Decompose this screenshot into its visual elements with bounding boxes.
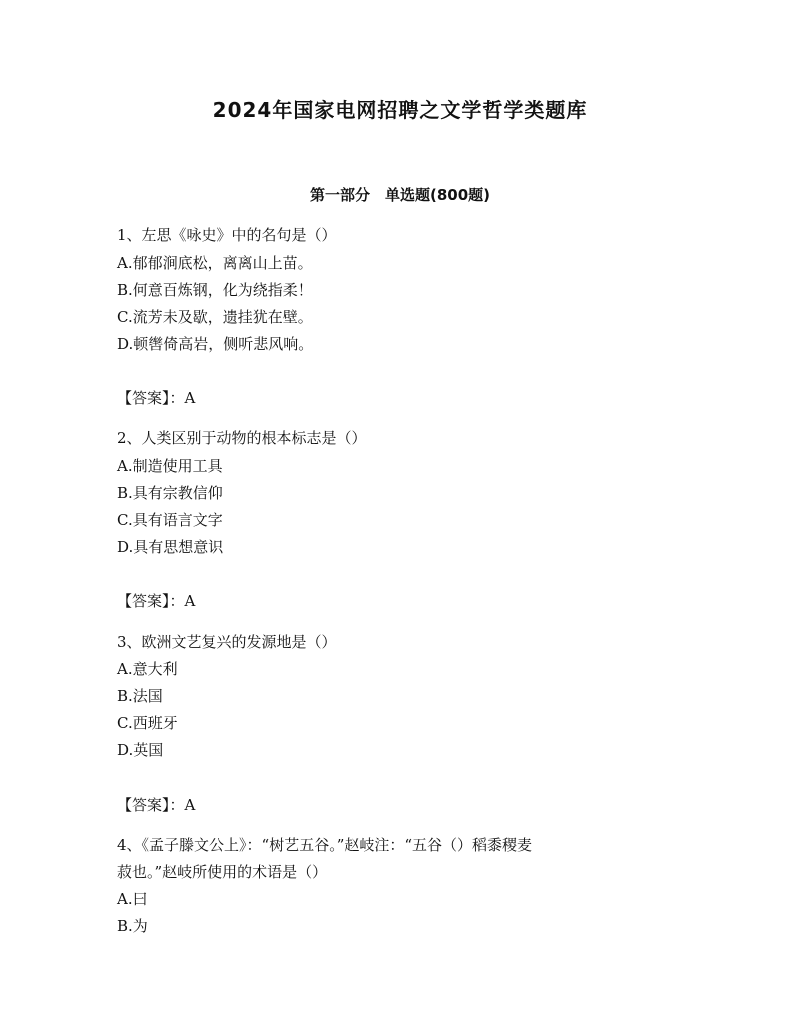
- question-1-option-b: B.何意百炼钢，化为绕指柔！: [117, 281, 313, 299]
- question-1-option-d: D.顿辔倚高岩，侧听悲风响。: [117, 335, 314, 353]
- question-2-option-c: C.具有语言文字: [117, 511, 223, 529]
- question-2-answer: 【答案】：A: [117, 592, 196, 610]
- question-3-stem: 3、欧洲文艺复兴的发源地是（）: [117, 633, 337, 651]
- question-4-stem: [117, 832, 697, 886]
- section-heading: 第一部分 单选题(800题): [309, 186, 491, 204]
- question-2-option-a: A.制造使用工具: [117, 457, 223, 475]
- question-4-stem-line-2: 菽也。”赵岐所使用的术语是（）: [117, 863, 328, 881]
- question-1-option-a: A.郁郁涧底松，离离山上苗。: [117, 254, 313, 272]
- question-4-option-a: A.曰: [117, 890, 148, 908]
- question-2-option-b: B.具有宗教信仰: [117, 484, 223, 502]
- question-3-option-c: C.西班牙: [117, 714, 178, 732]
- question-3-option-a: A.意大利: [117, 660, 178, 678]
- question-1-answer: 【答案】：A: [117, 389, 196, 407]
- question-3-option-d: D.英国: [117, 741, 164, 759]
- question-4-stem-line-1: 4、《孟子滕文公上》：“树艺五谷。”赵岐注：“五谷（）稻黍稷麦: [117, 836, 533, 854]
- question-3-answer: 【答案】：A: [117, 796, 196, 814]
- question-2-option-d: D.具有思想意识: [117, 538, 224, 556]
- question-3-option-b: B.法国: [117, 687, 163, 705]
- question-1-stem: 1、左思《咏史》中的名句是（）: [117, 226, 337, 244]
- question-1-option-c: C.流芳未及歇，遗挂犹在壁。: [117, 308, 313, 326]
- question-4-option-b: B.为: [117, 917, 148, 935]
- document-title: 2024年国家电网招聘之文学哲学类题库: [212, 98, 588, 122]
- question-2-stem: 2、人类区别于动物的根本标志是（）: [117, 429, 367, 447]
